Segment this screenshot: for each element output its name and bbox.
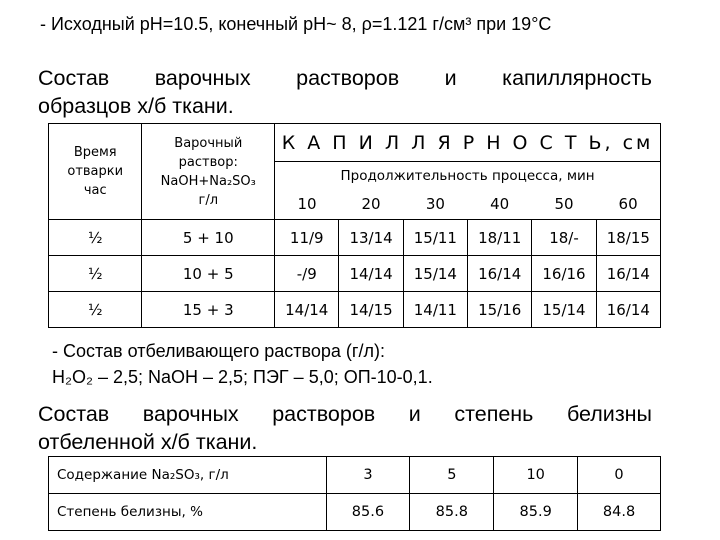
table-row: [49, 494, 661, 531]
value-cell: 14/11: [403, 292, 467, 328]
row-label: Степень белизны, %: [49, 494, 327, 531]
value-cell: 16/14: [596, 256, 660, 292]
section-title-line-1: Состав варочных растворов и степень белизны: [38, 402, 652, 426]
value-cell: 85.6: [326, 494, 410, 531]
minutes-cell: 20: [339, 190, 403, 220]
table-row: [49, 220, 661, 256]
solution-cell: 5 + 10: [142, 220, 275, 256]
value-cell: 3: [326, 457, 410, 494]
value-cell: 15/14: [403, 256, 467, 292]
whiteness-table: [48, 456, 661, 531]
time-cell: ½: [49, 256, 142, 292]
value-cell: 18/11: [468, 220, 532, 256]
value-cell: 85.9: [494, 494, 578, 531]
value-cell: 0: [578, 457, 661, 494]
minutes-cell: 10: [275, 190, 339, 220]
value-cell: 18/15: [596, 220, 660, 256]
time-cell: ½: [49, 220, 142, 256]
section-title-whiteness: [38, 400, 652, 456]
table-row: [49, 256, 661, 292]
value-cell: 13/14: [339, 220, 403, 256]
value-cell: 14/15: [339, 292, 403, 328]
header-capillarity: К А П И Л Л Я Р Н О С Т Ь, см: [275, 124, 661, 162]
solution-cell: 10 + 5: [142, 256, 275, 292]
header-duration: Продолжительность процесса, мин: [275, 162, 661, 190]
row-label: Содержание Na₂SO₃, г/л: [49, 457, 327, 494]
value-cell: 85.8: [410, 494, 494, 531]
table-row: [49, 457, 661, 494]
capillarity-table: [48, 123, 661, 328]
value-cell: 14/14: [275, 292, 339, 328]
value-cell: 15/16: [468, 292, 532, 328]
initial-conditions-line: - Исходный рН=10.5, конечный рН~ 8, ρ=1.121 г/см³ при 19°С: [40, 14, 552, 34]
value-cell: 18/-: [532, 220, 596, 256]
value-cell: 11/9: [275, 220, 339, 256]
value-cell: 5: [410, 457, 494, 494]
value-cell: 16/14: [596, 292, 660, 328]
table-row: [49, 292, 661, 328]
value-cell: 15/11: [403, 220, 467, 256]
time-cell: ½: [49, 292, 142, 328]
value-cell: 10: [494, 457, 578, 494]
bleaching-note-line-1: - Состав отбеливающего раствора (г/л):: [52, 341, 385, 361]
value-cell: -/9: [275, 256, 339, 292]
header-time: Время отварки час: [49, 124, 142, 220]
value-cell: 16/16: [532, 256, 596, 292]
minutes-cell: 60: [596, 190, 660, 220]
section-title-line-1: Состав варочных растворов и капиллярность: [38, 66, 652, 90]
bleaching-note-line-2: Н₂О₂ – 2,5; NaOH – 2,5; ПЭГ – 5,0; ОП-10-0,1.: [52, 367, 433, 387]
bleaching-solution-note: [52, 338, 433, 390]
value-cell: 84.8: [578, 494, 661, 531]
value-cell: 15/14: [532, 292, 596, 328]
section-title-line-2: образцов х/б ткани.: [38, 94, 234, 118]
minutes-cell: 30: [403, 190, 467, 220]
section-title-line-2: отбеленной х/б ткани.: [38, 430, 258, 454]
section-title-capillarity: [38, 64, 652, 120]
minutes-cell: 50: [532, 190, 596, 220]
value-cell: 14/14: [339, 256, 403, 292]
minutes-cell: 40: [468, 190, 532, 220]
header-solution: Варочный раствор: NaOH+Na₂SO₃ г/л: [142, 124, 275, 220]
solution-cell: 15 + 3: [142, 292, 275, 328]
value-cell: 16/14: [468, 256, 532, 292]
